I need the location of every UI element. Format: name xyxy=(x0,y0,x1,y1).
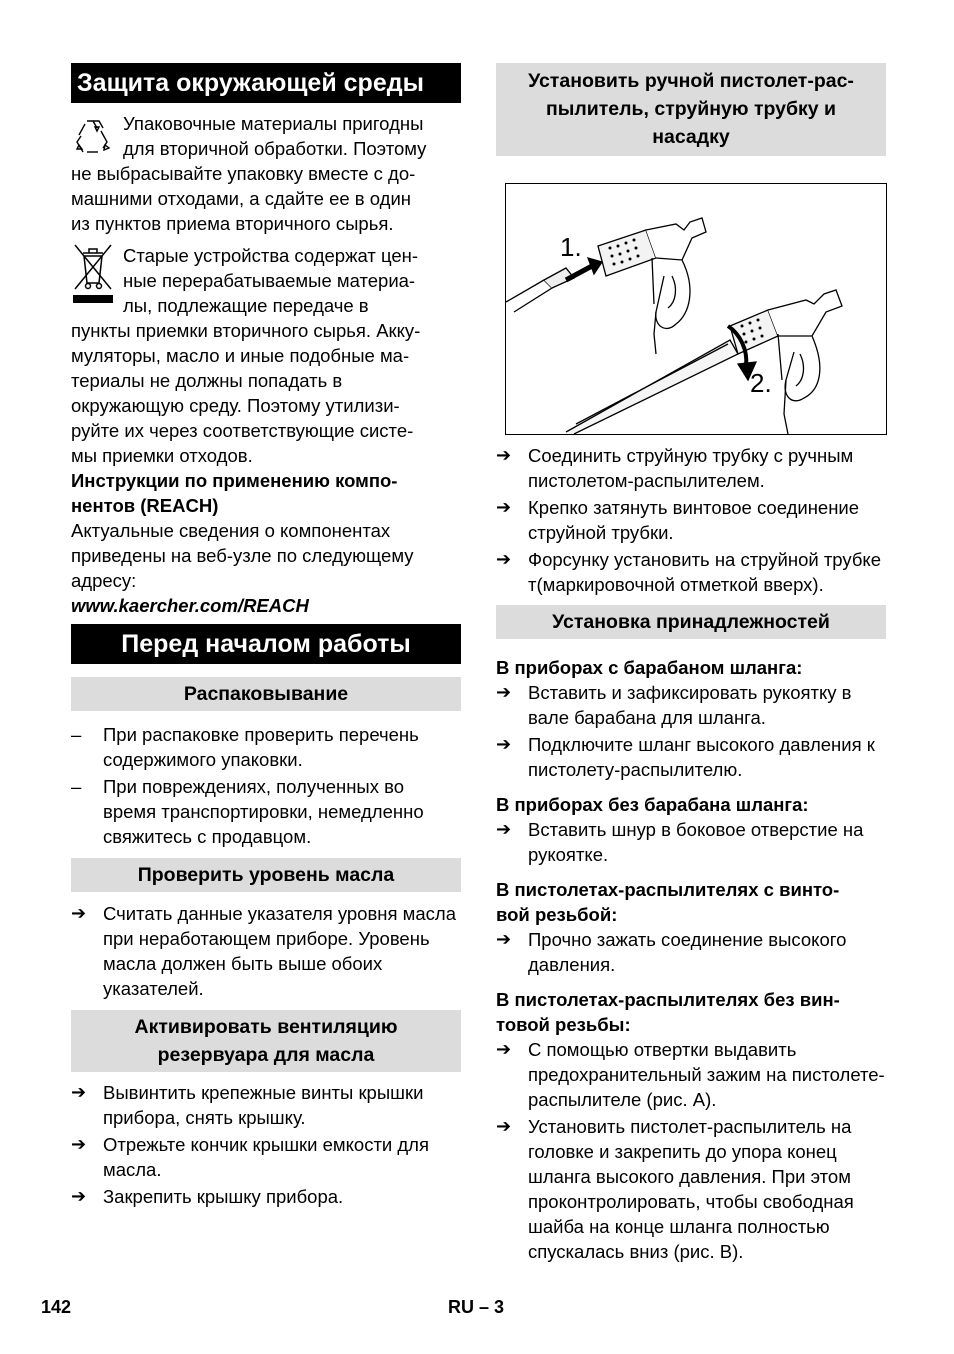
figure-label-1: 1. xyxy=(560,232,582,262)
arrow-icon: ➔ xyxy=(71,1134,87,1154)
noscrew-heading-line-1: товой резьбы: xyxy=(496,1014,631,1035)
env-old-line-7: руйте их через соответствующие систе- xyxy=(71,420,414,441)
screw-list xyxy=(496,927,886,977)
lang-page-label: RU – 3 xyxy=(448,1297,505,1317)
before-title: Перед началом работы xyxy=(71,624,461,664)
oil-item-0: Считать данные указателя уровня масла при неработающем приборе. Уровень масла должен быть выше обоих указателей. xyxy=(103,903,457,999)
unpack-list xyxy=(71,722,461,849)
vent-title-line-0: Активировать вентиляцию xyxy=(134,1016,398,1038)
unpack-item-1: При повреждениях, полученных во время транспортировки, немедленно свяжитесь с продавцом. xyxy=(103,776,424,847)
env-packaging-line-2: не выбрасывайте упаковку вместе с до- xyxy=(71,163,416,184)
list-item xyxy=(71,1132,461,1182)
install-item-1: Крепко затянуть винтовое соединение струйной трубки. xyxy=(528,497,860,543)
vent-title-line-1: резервуара для масла xyxy=(157,1044,375,1066)
list-item xyxy=(496,1114,886,1264)
left-column xyxy=(71,63,461,1211)
right-column xyxy=(496,63,886,1266)
arrow-icon: ➔ xyxy=(496,1116,512,1136)
vent-item-2: Закрепить крышку прибора. xyxy=(103,1186,344,1207)
nodrum-heading: В приборах без барабана шланга: xyxy=(496,794,809,815)
vent-list xyxy=(71,1080,461,1209)
reach-heading-line-1: нентов (REACH) xyxy=(71,495,219,516)
list-item xyxy=(496,680,886,730)
install-list xyxy=(496,443,886,597)
env-old-line-8: мы приемки отходов. xyxy=(71,445,253,466)
env-old-line-4: муляторы, масло и иные подобные ма- xyxy=(71,345,410,366)
reach-text-line-0: Актуальные сведения о компонентах xyxy=(71,520,391,541)
noscrew-item-1: Установить пистолет-распылитель на головке и закрепить до упора конец шланга высокого давления. При этом проконтролировать, чтобы свободная шайба на конце шланга полностью спускалась вниз (рис. B). xyxy=(528,1116,854,1262)
dash-mark: – xyxy=(71,724,82,745)
arrow-icon: ➔ xyxy=(496,682,512,702)
dash-mark: – xyxy=(71,776,82,797)
install-title-line-1: пылитель, струйную трубку и xyxy=(545,98,837,120)
arrow-icon: ➔ xyxy=(496,929,512,949)
list-item xyxy=(496,1037,886,1112)
vent-title xyxy=(71,1010,461,1072)
list-item xyxy=(496,927,886,977)
list-item xyxy=(496,443,886,493)
screw-heading xyxy=(496,877,886,927)
env-old-line-3: пункты приемки вторичного сырья. Акку- xyxy=(71,320,421,341)
reach-link[interactable]: www.kaercher.com/REACH xyxy=(71,595,309,616)
install-item-2: Форсунку установить на струйной трубке т(маркировочной отметкой вверх). xyxy=(528,549,882,595)
list-item xyxy=(71,901,461,1001)
spray-gun-illustration xyxy=(506,184,886,434)
oil-list xyxy=(71,901,461,1001)
arrow-icon: ➔ xyxy=(496,549,512,569)
screw-heading-line-0: В пистолетах-распылителях с винто- xyxy=(496,879,840,900)
unpack-title: Распаковывание xyxy=(71,677,461,711)
list-item xyxy=(71,722,461,772)
arrow-icon: ➔ xyxy=(496,734,512,754)
drum-item-0: Вставить и зафиксировать рукоятку в вале барабана для шланга. xyxy=(528,682,852,728)
arrow-icon: ➔ xyxy=(496,819,512,839)
list-item xyxy=(71,774,461,849)
arrow-icon: ➔ xyxy=(71,1082,87,1102)
install-title xyxy=(496,63,886,156)
arrow-icon: ➔ xyxy=(496,497,512,517)
drum-item-1: Подключите шланг высокого давления к пистолету-распылителю. xyxy=(528,734,875,780)
figure-label-2: 2. xyxy=(750,368,772,398)
env-old-line-5: териалы не должны попадать в xyxy=(71,370,343,391)
noscrew-list xyxy=(496,1037,886,1264)
list-item xyxy=(496,732,886,782)
accessories-title: Установка принадлежностей xyxy=(496,605,886,639)
reach-text-line-2: адресу: xyxy=(71,570,137,591)
reach-heading-line-0: Инструкции по применению компо- xyxy=(71,470,398,491)
install-item-0: Соединить струйную трубку с ручным пистолетом-распылителем. xyxy=(528,445,854,491)
nodrum-item-0: Вставить шнур в боковое отверстие на рукоятке. xyxy=(528,819,864,865)
arrow-icon: ➔ xyxy=(496,445,512,465)
crossed-bin-icon xyxy=(71,239,115,305)
spray-gun-figure xyxy=(505,183,887,435)
arrow-icon: ➔ xyxy=(71,1186,87,1206)
drum-heading: В приборах с барабаном шланга: xyxy=(496,657,803,678)
arrow-icon: ➔ xyxy=(71,903,87,923)
nodrum-list xyxy=(496,817,886,867)
noscrew-heading xyxy=(496,987,886,1037)
env-old-line-2: лы, подлежащие передаче в xyxy=(123,295,369,316)
arrow-icon: ➔ xyxy=(496,1039,512,1059)
screw-item-0: Прочно зажать соединение высокого давления. xyxy=(528,929,847,975)
drum-list xyxy=(496,680,886,782)
env-packaging-line-4: из пунктов приема вторичного сырья. xyxy=(71,213,394,234)
noscrew-item-0: С помощью отвертки выдавить предохранительный зажим на пистолете-распылителе (рис. A). xyxy=(528,1039,885,1110)
env-old-line-6: окружающую среду. Поэтому утилизи- xyxy=(71,395,400,416)
install-title-line-0: Установить ручной пистолет-рас- xyxy=(528,70,854,92)
env-old-line-1: ные перерабатываемые материа- xyxy=(123,270,416,291)
list-item xyxy=(71,1080,461,1130)
reach-text-line-1: приведены на веб-узле по следующему xyxy=(71,545,414,566)
env-packaging-line-0: Упаковочные материалы пригодны xyxy=(123,113,424,134)
oil-title: Проверить уровень масла xyxy=(71,858,461,892)
list-item xyxy=(496,817,886,867)
vent-item-1: Отрежьте кончик крышки емкости для масла. xyxy=(103,1134,429,1180)
env-packaging-line-1: для вторичной обработки. Поэтому xyxy=(123,138,427,159)
page-number: 142 xyxy=(41,1297,72,1317)
install-title-line-2: насадку xyxy=(652,126,730,148)
noscrew-heading-line-0: В пистолетах-распылителях без вин- xyxy=(496,989,840,1010)
env-old-line-0: Старые устройства содержат цен- xyxy=(123,245,419,266)
list-item xyxy=(496,547,886,597)
vent-item-0: Вывинтить крепежные винты крышки прибора, снять крышку. xyxy=(103,1082,424,1128)
recycle-icon xyxy=(71,115,117,161)
unpack-item-0: При распаковке проверить перечень содержимого упаковки. xyxy=(103,724,419,770)
env-old-devices-block xyxy=(71,243,461,468)
env-packaging-block xyxy=(71,111,461,236)
screw-heading-line-1: вой резьбой: xyxy=(496,904,618,925)
list-item xyxy=(71,1184,461,1209)
env-title: Защита окружающей среды xyxy=(71,63,461,103)
env-packaging-line-3: машними отходами, а сдайте ее в один xyxy=(71,188,411,209)
list-item xyxy=(496,495,886,545)
